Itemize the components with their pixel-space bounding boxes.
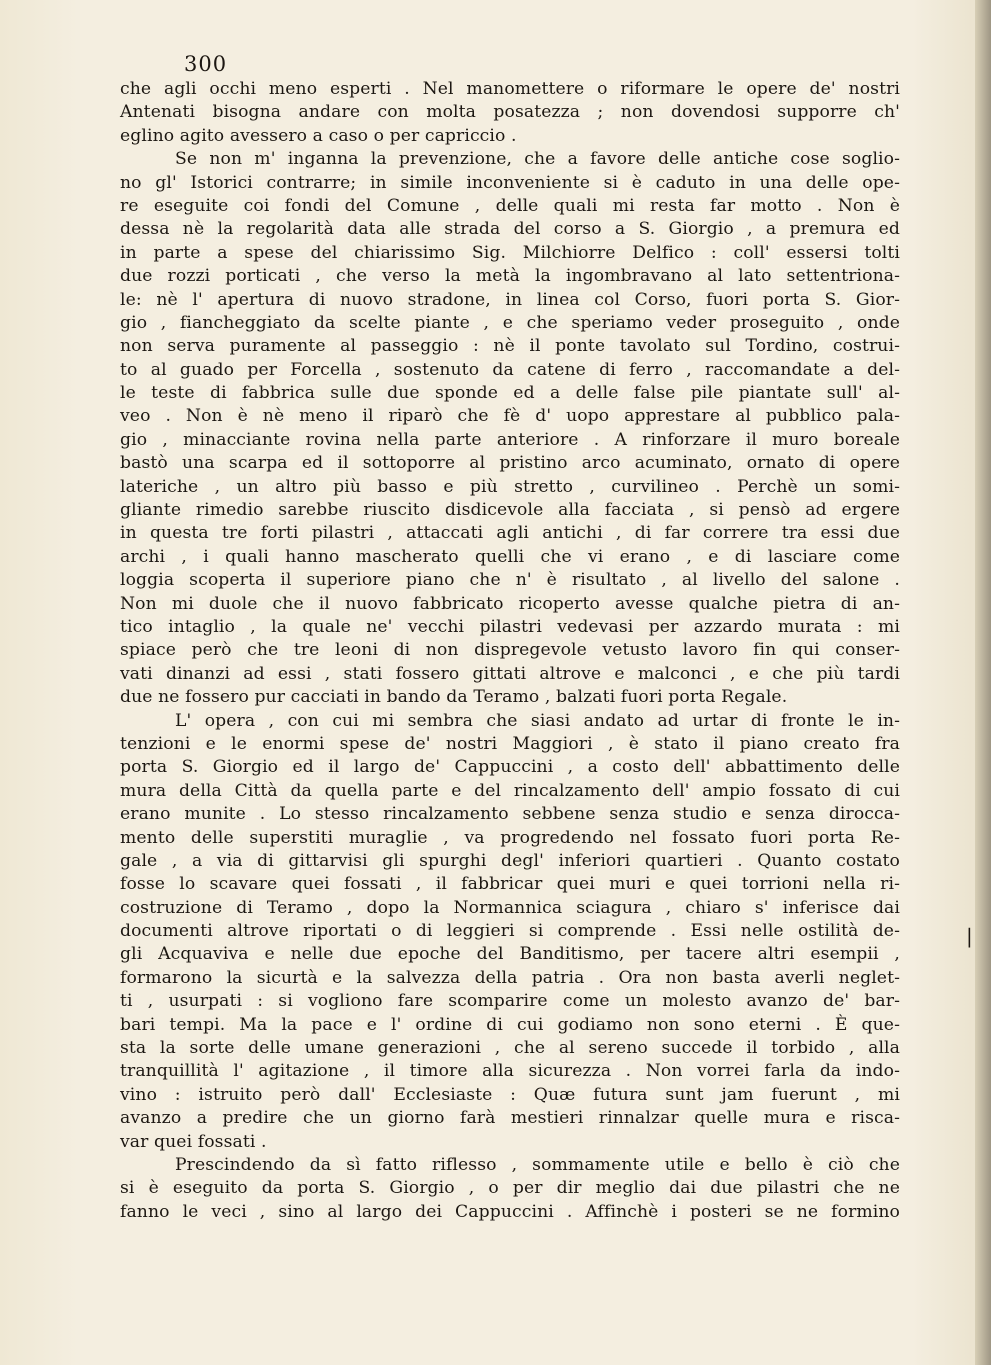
text-line: due ne fossero pur cacciati in bando da Teramo , balzati fuori porta Regale. [120,687,788,708]
text-line: fosse lo scavare quei fossati , il fabbricar quei muri e quei torrioni nella ri- [120,874,900,895]
text-line: mento delle superstiti muraglie , va progredendo nel fossato fuori porta Re- [120,827,900,848]
text-line: dessa nè la regolarità data alle strada del corso a S. Giorgio , a premura ed [120,219,900,240]
text-line: veo . Non è nè meno il riparò che fè d' uopo apprestare al pubblico pala- [120,406,900,427]
text-line: gliante rimedio sarebbe riuscito disdicevole alla facciata , si pensò ad ergere [120,500,900,521]
text-line: L' opera , con cui mi sembra che siasi andato ad urtar di fronte le in- [175,710,900,731]
text-line: le: nè l' apertura di nuovo stradone, in linea col Corso, fuori porta S. Gior- [120,289,900,310]
page-number: 300 [184,52,228,76]
text-line: tico intaglio , la quale ne' vecchi pilastri vedevasi per azzardo murata : mi [120,616,900,637]
text-line: ti , usurpati : si vogliono fare scomparire come un molesto avanzo de' bar- [120,991,900,1012]
text-line: Non mi duole che il nuovo fabbricato ricoperto avesse qualche pietra di an- [120,593,900,614]
text-line: Se non m' inganna la prevenzione, che a favore delle antiche cose soglio- [175,149,900,170]
text-line: due rozzi porticati , che verso la metà la ingombravano al lato settentriona- [120,266,900,287]
text-line: re eseguite coi fondi del Comune , delle quali mi resta far motto . Non è [120,195,900,216]
text-line: bari tempi. Ma la pace e l' ordine di cui godiamo non sono eterni . È que- [120,1014,900,1035]
body-text [120,78,900,1224]
text-line: in parte a spese del chiarissimo Sig. Milchiorre Delfico : coll' essersi tolti [120,242,900,263]
text-line: eglino agito avessero a caso o per capriccio . [120,125,517,146]
text-line: fanno le veci , sino al largo dei Cappuccini . Affinchè i posteri se ne formino [120,1201,900,1222]
text-line: documenti altrove riportati o di leggieri si comprende . Essi nelle ostilità de- [120,921,900,942]
text-line: avanzo a predire che un giorno farà mestieri rinnalzar quelle mura e risca- [120,1108,900,1129]
text-line: lateriche , un altro più basso e più stretto , curvilineo . Perchè un somi- [120,476,900,497]
text-line: formarono la sicurtà e la salvezza della patria . Ora non basta averli neglet- [120,967,900,988]
text-line: costruzione di Teramo , dopo la Normannica sciagura , chiaro s' inferisce dai [120,897,900,918]
text-line: gli Acquaviva e nelle due epoche del Banditismo, per tacere altri esempii , [120,944,900,965]
page-gutter-shadow [975,0,991,1365]
text-line: che agli occhi meno esperti . Nel manomettere o riformare le opere de' nostri [120,79,900,99]
text-line: no gl' Istorici contrarre; in simile inconveniente si è caduto in una delle ope- [120,172,900,193]
text-line: gio , minacciante rovina nella parte anteriore . A rinforzare il muro boreale [120,429,900,450]
text-line: Prescindendo da sì fatto riflesso , sommamente utile e bello è ciò che [175,1154,900,1175]
text-line: non serva puramente al passeggio : nè il ponte tavolato sul Tordino, costrui- [120,336,900,357]
text-line: erano munite . Lo stesso rincalzamento sebbene senza studio e senza dirocca- [120,804,900,825]
text-line: spiace però che tre leoni di non dispregevole vetusto lavoro fin qui conser- [120,640,900,661]
text-line: to al guado per Forcella , sostenuto da catene di ferro , raccomandate a del- [120,359,900,380]
text-line: mura della Città da quella parte e del rincalzamento dell' ampio fossato di cui [120,780,900,801]
text-line: in questa tre forti pilastri , attaccati agli antichi , di far correre tra essi due [120,523,900,544]
text-line: var quei fossati . [120,1131,267,1152]
margin-mark: | [966,924,973,948]
text-line: loggia scoperta il superiore piano che n' è risultato , al livello del salone . [120,570,900,591]
text-line: le teste di fabbrica sulle due sponde ed a delle false pile piantate sull' al- [120,383,900,404]
text-line: bastò una scarpa ed il sottoporre al pristino arco acuminato, ornato di opere [120,453,900,474]
text-line: gio , fiancheggiato da scelte piante , e che speriamo veder proseguito , onde [120,312,900,333]
text-line: si è eseguito da porta S. Giorgio , o per dir meglio dai due pilastri che ne [120,1178,900,1199]
text-line: Antenati bisogna andare con molta posatezza ; non dovendosi supporre ch' [120,102,900,123]
text-line: vino : istruito però dall' Ecclesiaste : Quæ futura sunt jam fuerunt , mi [120,1084,900,1105]
text-line: sta la sorte delle umane generazioni , che al sereno succede il torbido , alla [120,1038,900,1059]
text-line: archi , i quali hanno mascherato quelli che vi erano , e di lasciare come [120,546,900,567]
text-line: gale , a via di gittarvisi gli spurghi degl' inferiori quartieri . Quanto costato [120,850,900,871]
text-line: vati dinanzi ad essi , stati fossero gittati altrove e malconci , e che più tardi [120,663,900,684]
text-line: porta S. Giorgio ed il largo de' Cappuccini , a costo dell' abbattimento delle [120,757,900,778]
text-line: tenzioni e le enormi spese de' nostri Maggiori , è stato il piano creato fra [120,733,900,754]
text-line: tranquillità l' agitazione , il timore alla sicurezza . Non vorrei farla da indo- [120,1061,900,1082]
